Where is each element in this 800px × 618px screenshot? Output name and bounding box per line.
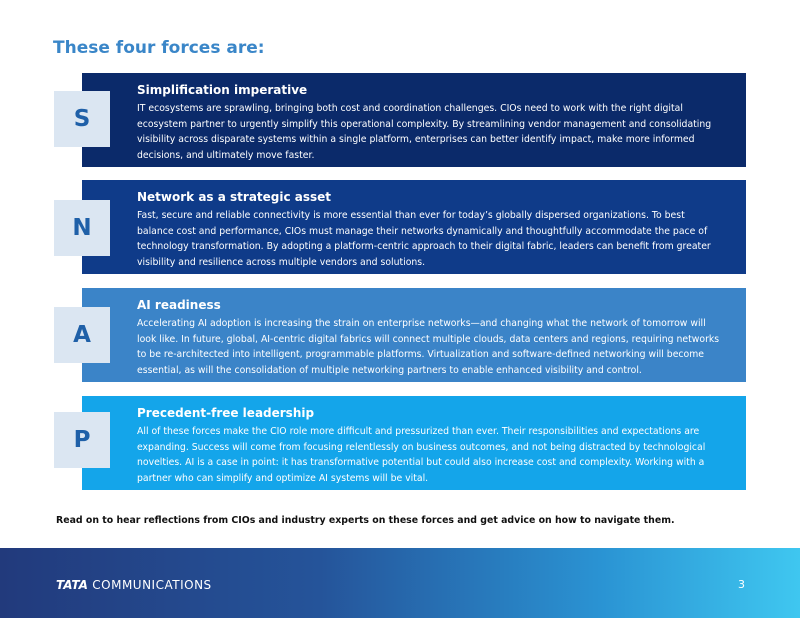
force-card-ai-readiness — [73, 288, 746, 382]
force-card-network — [72, 180, 746, 274]
force-title: Network as a strategic asset — [137, 190, 332, 204]
force-card-leadership — [73, 396, 746, 490]
force-letter-p: P — [54, 412, 110, 468]
force-description: All of these forces make the CIO role more difficult and pressurized than ever. Their responsibilities and expectations are expanding. Success will come from focusing relentlessly on business outcomes, and not being distracted by technological novelties. AI is a case in point: it has transformative potential but could also increase cost and complexity. Working with a partner who can simplify and optimize AI systems will be vital. — [137, 426, 706, 484]
force-description: Accelerating AI adoption is increasing the strain on enterprise networks—and changing what the network of tomorrow will look like. In future, global, AI-centric digital fabrics will connect multiple clouds, data centers and regions, requiring networks to be re-architected into intelligent, programmable platforms. Virtualization and software-defined networking will become essential, as will the consolidation of multiple networking partners to enable enhanced visibility and control. — [137, 318, 720, 376]
force-letter-a: A — [54, 307, 110, 363]
force-letter-s: S — [54, 91, 110, 147]
page-heading: These four forces are: — [53, 38, 265, 58]
force-card-simplification — [73, 73, 746, 167]
closing-note: Read on to hear reflections from CIOs and industry experts on these forces and get advice on how to navigate them. — [56, 515, 675, 526]
page-footer — [0, 548, 800, 618]
logo-brand-rest: COMMUNICATIONS — [92, 578, 212, 592]
force-title: Precedent-free leadership — [137, 406, 315, 420]
logo-brand-strong: TATA — [56, 578, 88, 592]
force-letter-n: N — [54, 200, 110, 256]
force-description: IT ecosystems are sprawling, bringing both cost and coordination challenges. CIOs need to work with the right digital ecosystem partner to urgently simplify this operational complexity. By streamlining vendor management and consolidating visibility across disparate systems within a single platform, enterprises can better identify impact, make more informed decisions, and ultimately move faster. — [137, 103, 712, 161]
force-description: Fast, secure and reliable connectivity is more essential than ever for today’s globally dispersed organizations. To best balance cost and performance, CIOs must manage their networks dynamically and thoughtfully accommodate the pace of technology transformation. By adopting a platform-centric approach to their digital fabric, leaders can benefit from greater visibility and resilience across multiple vendors and solutions. — [137, 210, 711, 268]
tata-communications-logo — [56, 578, 212, 592]
force-title: Simplification imperative — [137, 83, 308, 97]
page-number: 3 — [738, 578, 745, 591]
force-title: AI readiness — [137, 298, 221, 312]
